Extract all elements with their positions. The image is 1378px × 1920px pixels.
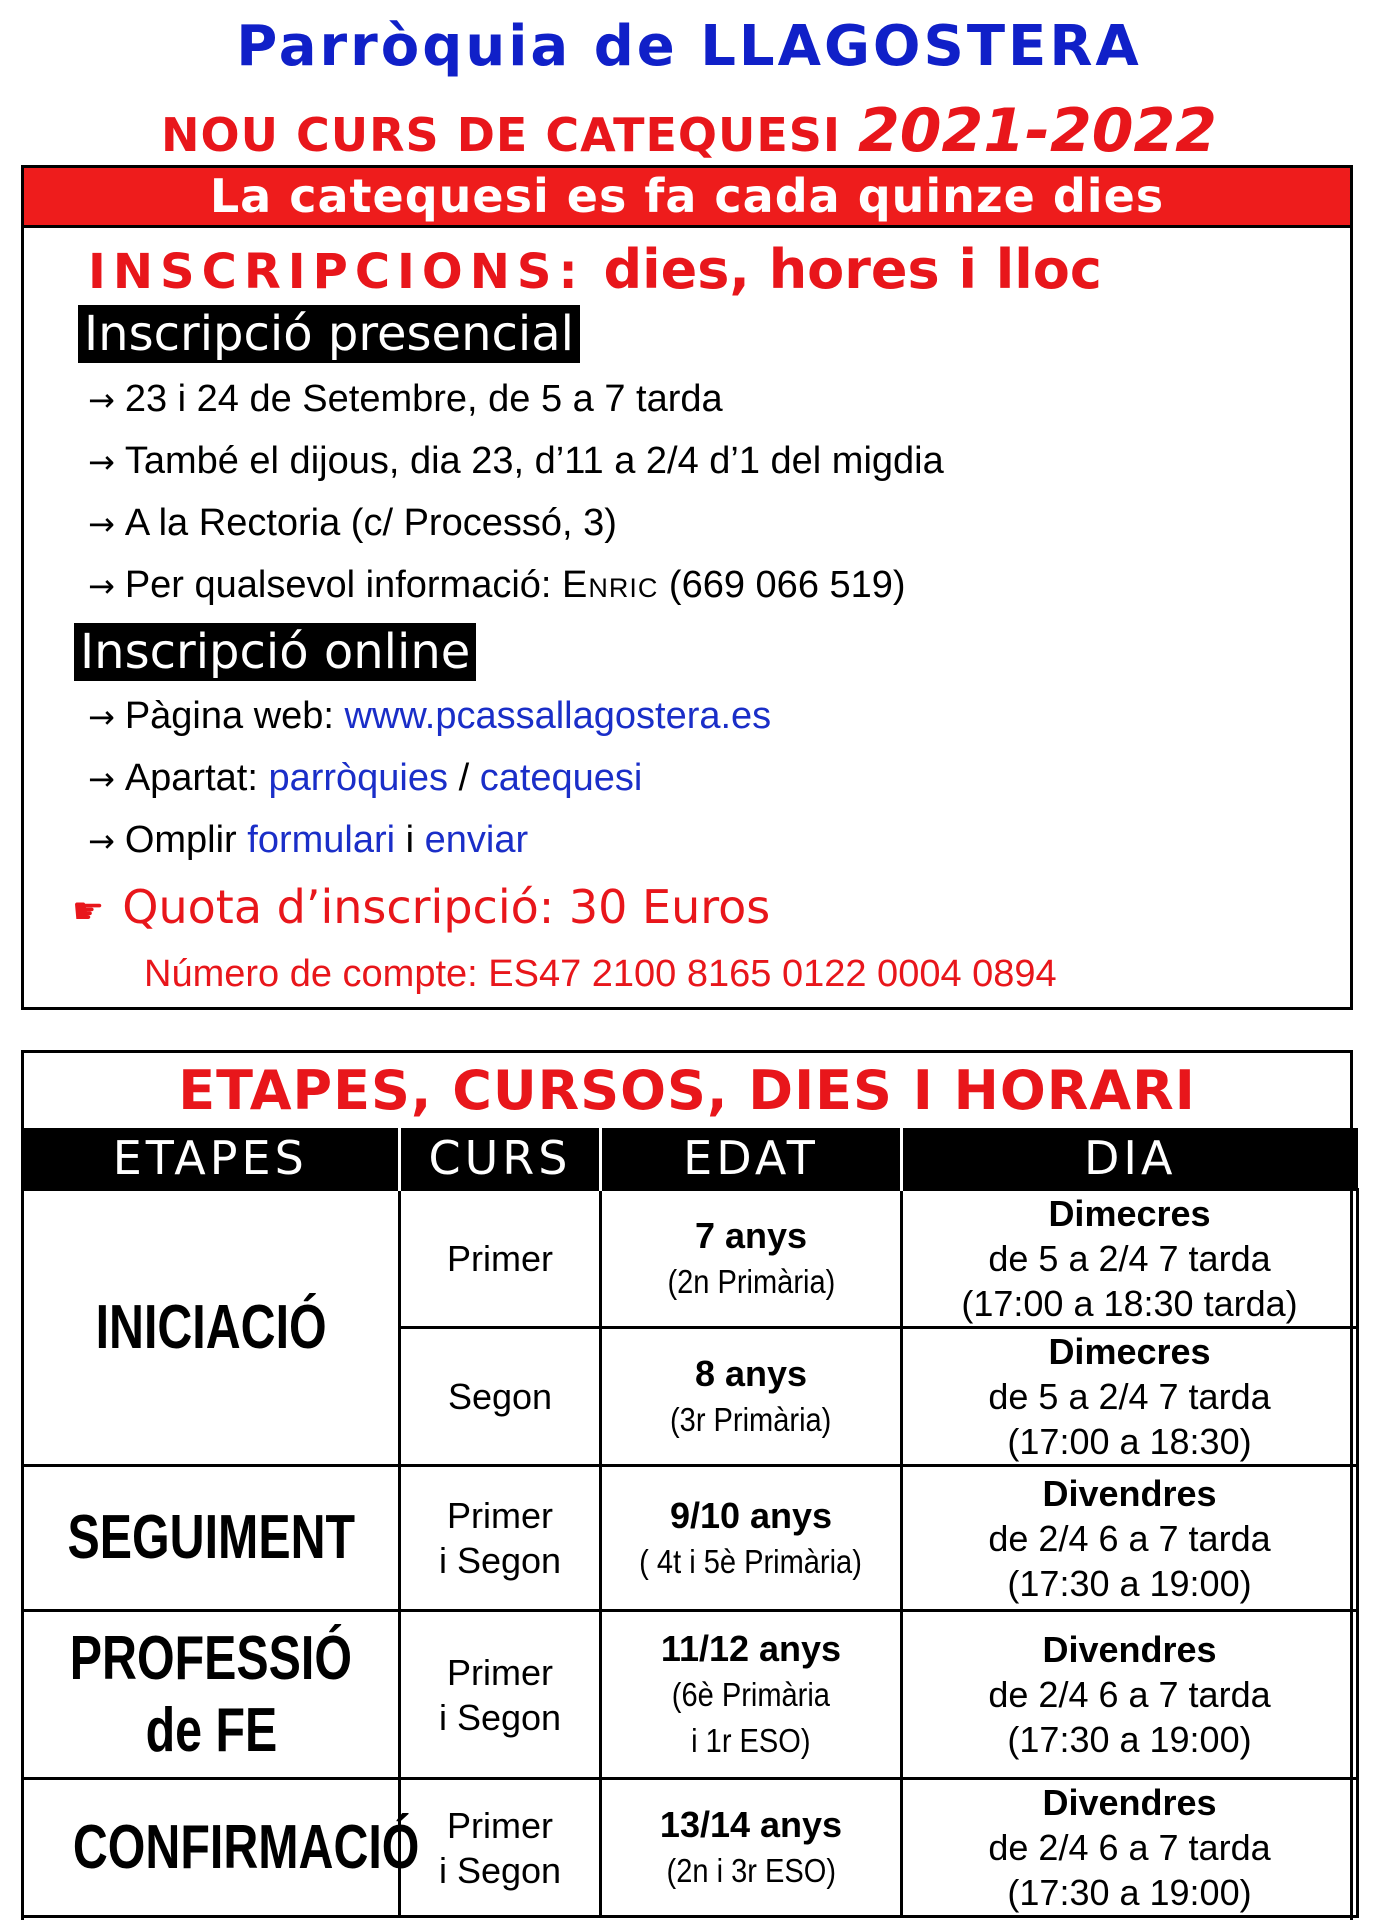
in-person-line-3-text: A la Rectoria (c/ Processó, 3) [124,502,617,544]
table-row [23,1779,1358,1917]
page-title: Parròquia de LLAGOSTERA [236,14,1142,79]
time-text: de 5 a 2/4 7 tarda [988,1376,1271,1417]
day-text: Dimecres [1048,1331,1211,1372]
course-text: Primer [447,1804,553,1846]
form-line [88,819,528,862]
age-text: 8 anys [694,1353,808,1394]
form-separator: i [395,819,425,861]
right-arrow-icon: → [88,505,115,543]
course-year: 2021-2022 [858,96,1217,166]
stage-name: CONFIRMACIÓ [72,1812,420,1882]
day-text: Divendres [1042,1782,1217,1823]
day-text: Divendres [1042,1472,1217,1514]
table-header-row [23,1128,1358,1190]
course-text: Primer [447,1651,553,1693]
right-arrow-icon: → [88,567,115,605]
age-sub: ( 4t i 5è Primària) [639,1542,863,1580]
age-text: 9/10 anys [669,1494,833,1536]
page-subtitle [0,96,1378,166]
subtitle-text: NOU CURS DE CATEQUESI [161,108,842,162]
account-number: Número de compte: ES47 2100 8165 0122 0004 0894 [144,953,1057,995]
pointing-hand-icon: ☛ [72,891,105,932]
time-text: de 5 a 2/4 7 tarda [988,1238,1271,1279]
time-range: (17:30 a 19:00) [1007,1872,1252,1913]
form-link[interactable]: formulari [247,819,396,861]
time-range: (17:30 a 19:00) [1007,1562,1252,1604]
table-row [23,1466,1358,1611]
time-range: (17:00 a 18:30) [1007,1421,1252,1462]
course-cell [400,1190,601,1328]
time-text: de 2/4 6 a 7 tarda [988,1827,1271,1868]
in-person-line-2-text: També el dijous, dia 23, d’11 a 2/4 d’1 del migdia [124,440,944,482]
course-cell [400,1328,601,1466]
section-separator: / [448,757,480,799]
send-link[interactable]: enviar [424,819,529,861]
right-arrow-icon: → [88,443,115,481]
age-text: 13/14 anys [659,1804,843,1845]
day-text: Divendres [1042,1629,1217,1670]
age-cell [601,1190,902,1328]
day-cell [902,1328,1358,1466]
header-dia: DIA [902,1128,1358,1190]
right-arrow-icon: → [88,381,115,419]
section-line [88,757,642,800]
section-prefix: Apartat: [124,757,269,799]
time-range: (17:30 a 19:00) [1007,1719,1252,1760]
day-cell [902,1611,1358,1779]
web-prefix: Pàgina web: [124,695,345,737]
stage-cell [23,1611,400,1779]
age-sub: (2n Primària) [667,1263,835,1300]
stage-name: INICIACIÓ [95,1292,327,1362]
course-text: Primer [447,1495,553,1536]
fee-text: Quota d’inscripció: 30 Euros [122,880,771,934]
online-label: Inscripció online [74,623,476,681]
registration-heading-b: dies, hores i lloc [603,238,1102,301]
schedule-box [21,1050,1353,1920]
in-person-line-3 [88,502,617,545]
in-person-line-1-text: 23 i 24 de Setembre, de 5 a 7 tarda [124,378,723,420]
stage-name: PROFESSIÓ [69,1623,353,1693]
registration-box [21,165,1353,1010]
table-row [23,1611,1358,1779]
course-text-2: i Segon [438,1696,562,1738]
registration-heading [88,238,1102,301]
schedule-table [21,1128,1359,1918]
age-sub: (3r Primària) [670,1401,832,1438]
age-sub-2: i 1r ESO) [691,1722,811,1759]
time-text: de 2/4 6 a 7 tarda [988,1517,1271,1559]
parishes-link[interactable]: parròquies [268,757,449,799]
stage-cell [23,1466,400,1611]
stage-name: SEGUIMENT [67,1503,355,1572]
form-prefix: Omplir [124,819,248,861]
day-text: Dimecres [1048,1193,1211,1234]
age-text: 7 anys [694,1215,808,1256]
header-curs: CURS [400,1128,601,1190]
age-sub: (2n i 3r ESO) [666,1852,836,1889]
stage-cell [23,1190,400,1466]
contact-phone: (669 066 519) [658,564,906,606]
contact-name: Enric [562,564,659,606]
course-cell [400,1779,601,1917]
age-text: 11/12 anys [660,1628,842,1669]
time-range: (17:00 a 18:30 tarda) [961,1283,1298,1324]
header-edat: EDAT [601,1128,902,1190]
web-link[interactable]: www.pcassallagostera.es [344,695,772,737]
course-text: Segon [447,1376,553,1417]
right-arrow-icon: → [88,822,115,860]
day-cell [902,1466,1358,1611]
time-text: de 2/4 6 a 7 tarda [988,1674,1271,1715]
fee-line [72,880,770,934]
in-person-line-2 [88,440,944,483]
in-person-line-1 [88,378,723,421]
course-cell [400,1466,601,1611]
age-cell [601,1328,902,1466]
contact-line [88,564,906,607]
day-cell [902,1779,1358,1917]
frequency-banner: La catequesi es fa cada quinze dies [24,168,1350,228]
course-text-2: i Segon [438,1849,562,1891]
age-cell [601,1611,902,1779]
course-text-2: i Segon [438,1540,562,1581]
age-sub: (6è Primària [671,1676,831,1713]
registration-heading-a: INSCRIPCIONS: [88,244,585,300]
contact-prefix: Per qualsevol informació: [124,564,563,606]
right-arrow-icon: → [88,698,115,736]
header-etapes: ETAPES [23,1128,400,1190]
in-person-label: Inscripció presencial [78,305,580,363]
right-arrow-icon: → [88,760,115,798]
course-cell [400,1611,601,1779]
table-row [23,1190,1358,1328]
course-text: Primer [447,1238,553,1279]
stage-cell [23,1779,420,1917]
stage-name-2: de FE [145,1695,277,1765]
web-line [88,695,771,738]
catechesis-link[interactable]: catequesi [479,757,643,799]
age-cell [601,1466,902,1611]
schedule-title: ETAPES, CURSOS, DIES I HORARI [178,1059,1196,1122]
day-cell [902,1190,1358,1328]
age-cell [601,1779,902,1917]
